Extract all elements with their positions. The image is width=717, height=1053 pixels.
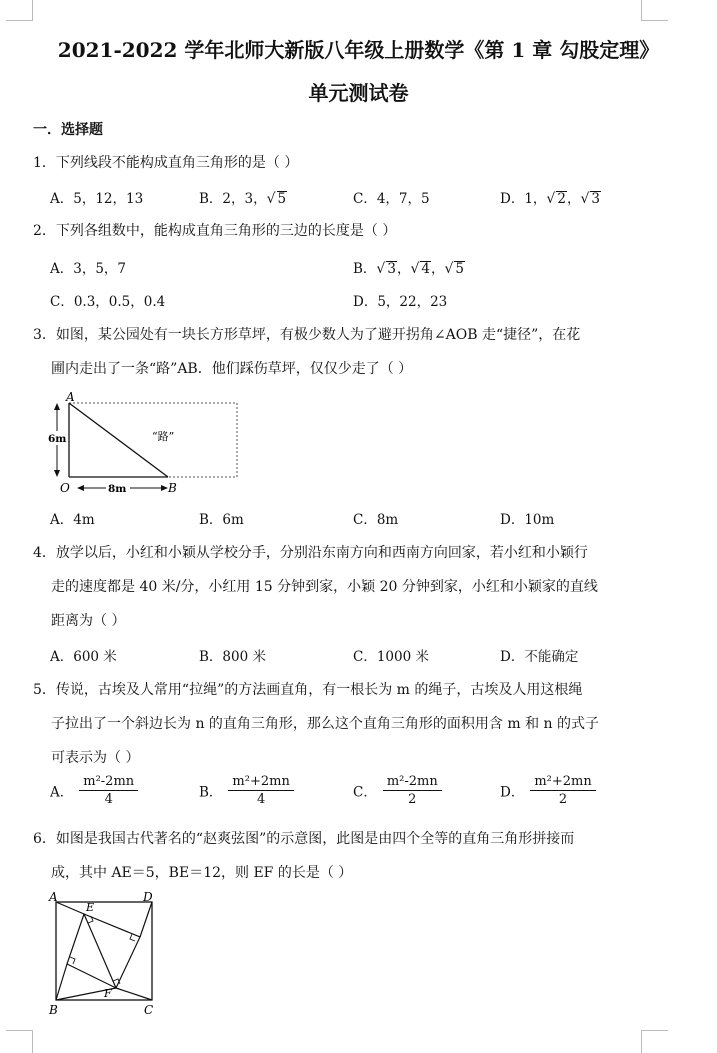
question-4-stem-line-3: 距离为（ ） [51,613,126,629]
corner-mark-bottom-right [641,1030,668,1053]
point-d-label: D [143,890,153,904]
point-f-label: F [104,987,112,1000]
arrow-head [54,470,60,477]
point-a-label: A [66,390,75,404]
sqrt-symbol: √ [376,261,386,277]
point-o-label: O [60,481,70,495]
question-6-stem-line-1: 6．如图是我国古代著名的“赵爽弦图”的示意图，此图是由四个全等的直角三角形拼接而 [33,831,575,847]
q1-option-b [199,187,287,207]
question-3-stem-line-2: 圃内走出了一条“路”AB．他们踩伤草坪，仅仅少走了（ ） [51,361,413,377]
right-angle-mark [70,957,75,964]
denominator: 2 [408,792,417,807]
option-label: A． [50,784,74,801]
q1-option-c: C．4，7，5 [353,191,430,207]
q5-option-b [199,774,294,807]
radicand: 4 [421,261,430,277]
q3-figure [44,388,244,498]
outer-square [56,902,152,1000]
path-label: “路” [152,430,175,443]
question-4-stem-line-2: 走的速度都是 40 米/分，小红用 15 分钟到家，小颖 20 分钟到家，小红和小颖家的直线 [51,579,598,595]
numerator: m²-2mn [383,774,442,791]
sqrt-symbol: √ [546,191,556,207]
line-c-f [116,988,152,1000]
radicand: 3 [387,261,396,277]
q1-option-d [500,187,601,207]
point-a-label: A [49,890,58,904]
separator: ， [396,261,411,277]
page-title: 2021-2022 学年北师大新版八年级上册数学《第 1 章 勾股定理》 [57,38,660,62]
question-3-stem-line-1: 3．如图，某公园处有一块长方形草坪，有极少数人为了避开拐角∠AOB 走“捷径”，在花 [33,327,581,343]
separator: ， [430,261,445,277]
q2-option-b-text: B． [353,261,377,277]
q2-option-c: C．0.3，0.5，0.4 [50,294,166,310]
denominator: 2 [558,792,568,807]
denominator: 4 [104,792,113,807]
question-2-stem: 2．下列各组数中，能构成直角三角形的三边的长度是（ ） [33,223,397,239]
denominator: 4 [256,792,266,807]
question-5-stem-line-1: 5．传说，古埃及人常用“拉绳”的方法画直角，有一根长为 m 的绳子，古埃及人用这根绳 [33,682,583,698]
question-4-stem-line-1: 4．放学以后，小红和小颖从学校分手，分别沿东南方向和西南方向回家，若小红和小颖行 [33,545,588,561]
q1-option-b-text: B．2，3， [199,191,267,207]
radicand: 3 [591,191,600,207]
question-6-stem-line-2: 成，其中 AE＝5，BE＝12，则 EF 的长是（ ） [51,865,353,881]
q3-option-b: B．6m [199,512,244,528]
fraction [228,774,293,807]
line-b-side [56,964,67,1000]
sqrt-symbol: √ [410,261,420,277]
point-b-label: B [168,481,177,495]
separator: ， [566,191,581,207]
height-label: 6m [48,433,67,445]
sqrt-symbol: √ [444,261,454,277]
line-d-side [140,902,152,937]
numerator: m²+2mn [228,774,293,791]
q4-option-b: B．800 米 [199,649,266,665]
q5-option-d [500,774,596,807]
radicand: 2 [557,191,566,207]
point-e-label: E [86,901,95,914]
corner-mark-top-left [6,0,33,21]
q3-option-c: C．8m [353,512,399,528]
point-b-label: B [49,1003,58,1017]
sqrt-symbol: √ [266,191,276,207]
width-label: 8m [108,483,127,495]
section-heading: 一．选择题 [33,122,103,138]
line-ae [56,902,84,914]
numerator: m²-2mn [79,774,138,791]
q5-option-a [50,774,138,807]
radicand: 5 [277,191,287,207]
corner-mark-top-right [641,0,668,21]
question-5-stem-line-2: 子拉出了一个斜边长为 n 的直角三角形，那么这个直角三角形的面积用含 m 和 n 的式子 [51,716,600,732]
arrow-head [54,403,60,410]
arrow-head [161,485,168,491]
fraction [79,774,138,807]
numerator: m²+2mn [530,774,595,791]
q2-option-b [353,257,465,277]
fraction [530,774,595,807]
sqrt-symbol: √ [580,191,590,207]
option-label: B． [199,784,223,801]
q3-option-d: D．10m [500,512,555,528]
corner-mark-bottom-left [6,1030,33,1053]
q2-option-a: A．3，5，7 [50,261,127,277]
q5-option-c [353,774,442,807]
radicand: 5 [455,261,464,277]
q4-option-d: D．不能确定 [500,649,579,665]
q4-option-c: C．1000 米 [353,649,429,665]
inner-square [67,914,140,988]
arrow-head [77,485,84,491]
q1-option-a: A．5，12，13 [50,191,144,207]
fraction [383,774,442,807]
q2-option-d: D．5，22，23 [353,294,448,310]
q4-option-a: A．600 米 [50,649,117,665]
page-subtitle: 单元测试卷 [308,81,409,105]
question-5-stem-line-3: 可表示为（ ） [51,750,140,766]
question-1-stem: 1．下列线段不能构成直角三角形的是（ ） [33,155,299,171]
q3-option-a: A．4m [50,512,95,528]
option-label: D． [500,784,525,801]
point-c-label: C [144,1003,154,1017]
q6-zhao-shuang-figure [44,890,164,1020]
q1-option-d-text: D．1， [500,191,547,207]
option-label: C． [353,784,377,801]
